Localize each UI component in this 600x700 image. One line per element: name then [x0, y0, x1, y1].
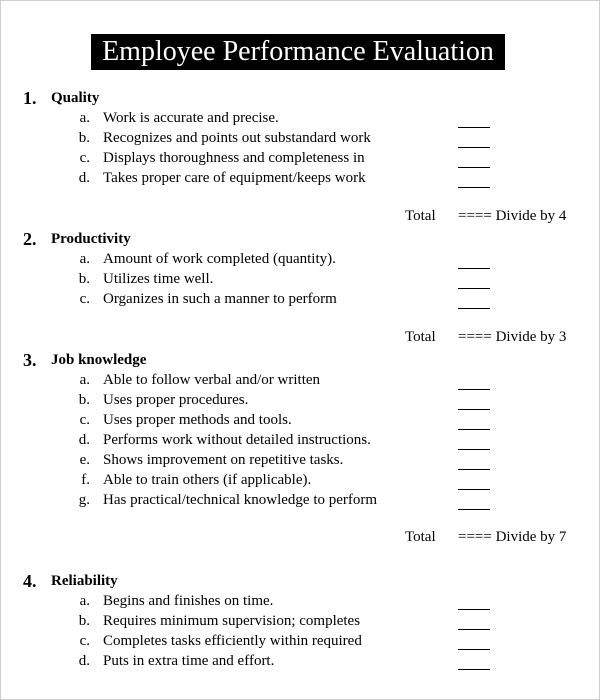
score-blank[interactable] [458, 429, 490, 430]
item-text: Takes proper care of equipment/keeps work [103, 170, 366, 186]
total-label: Total [405, 529, 436, 545]
item-text: Performs work without detailed instructions. [103, 432, 371, 448]
score-blank[interactable] [458, 268, 490, 269]
score-blank[interactable] [458, 288, 490, 289]
item-letter: a. [79, 251, 90, 267]
item-text: Uses proper procedures. [103, 392, 249, 408]
score-blank[interactable] [458, 167, 490, 168]
item-letter: a. [79, 593, 90, 609]
section-title-job-knowledge: Job knowledge [51, 352, 147, 368]
score-blank[interactable] [458, 127, 490, 128]
item-letter: f. [81, 472, 90, 488]
item-letter: b. [78, 613, 90, 629]
section-title-reliability: Reliability [51, 573, 118, 589]
item-text: Uses proper methods and tools. [103, 412, 292, 428]
section-number: 3. [23, 350, 37, 370]
section-number: 1. [23, 88, 37, 108]
item-letter: d. [78, 653, 90, 669]
total-label: Total [405, 329, 436, 345]
item-text: Shows improvement on repetitive tasks. [103, 452, 344, 468]
section-title-quality: Quality [51, 90, 100, 106]
item-letter: e. [79, 452, 90, 468]
score-blank[interactable] [458, 669, 490, 670]
divide-instruction: ==== Divide by 3 [458, 329, 567, 345]
item-text: Has practical/technical knowledge to perform [103, 492, 378, 508]
divide-instruction: ==== Divide by 4 [458, 208, 567, 224]
divide-instruction: ==== Divide by 7 [458, 529, 567, 545]
score-blank[interactable] [458, 187, 490, 188]
item-letter: c. [79, 633, 90, 649]
score-blank[interactable] [458, 308, 490, 309]
total-label: Total [405, 208, 436, 224]
item-letter: d. [78, 170, 90, 186]
score-blank[interactable] [458, 147, 490, 148]
item-letter: c. [79, 150, 90, 166]
item-text: Requires minimum supervision; completes [103, 613, 361, 629]
item-text: Work is accurate and precise. [103, 110, 279, 126]
item-letter: c. [79, 291, 90, 307]
score-blank[interactable] [458, 409, 490, 410]
score-blank[interactable] [458, 449, 490, 450]
item-text: Puts in extra time and effort. [103, 653, 275, 669]
item-text: Organizes in such a manner to perform [103, 291, 337, 307]
item-letter: a. [79, 372, 90, 388]
item-text: Able to train others (if applicable). [103, 472, 312, 488]
item-letter: b. [78, 130, 90, 146]
item-text: Able to follow verbal and/or written [103, 372, 321, 388]
score-blank[interactable] [458, 649, 490, 650]
item-text: Displays thoroughness and completeness in [103, 150, 365, 166]
item-letter: c. [79, 412, 90, 428]
item-letter: a. [79, 110, 90, 126]
score-blank[interactable] [458, 629, 490, 630]
page-title: Employee Performance Evaluation [91, 34, 505, 70]
item-text: Begins and finishes on time. [103, 593, 274, 609]
item-letter: b. [78, 271, 90, 287]
item-letter: b. [78, 392, 90, 408]
score-blank[interactable] [458, 609, 490, 610]
score-blank[interactable] [458, 509, 490, 510]
item-letter: g. [78, 492, 90, 508]
item-text: Recognizes and points out substandard work [103, 130, 371, 146]
section-title-productivity: Productivity [51, 231, 131, 247]
section-number: 2. [23, 229, 37, 249]
item-text: Amount of work completed (quantity). [103, 251, 336, 267]
section-number: 4. [23, 571, 37, 591]
score-blank[interactable] [458, 469, 490, 470]
score-blank[interactable] [458, 489, 490, 490]
score-blank[interactable] [458, 389, 490, 390]
item-text: Completes tasks efficiently within required [103, 633, 362, 649]
item-letter: d. [78, 432, 90, 448]
item-text: Utilizes time well. [103, 271, 214, 287]
